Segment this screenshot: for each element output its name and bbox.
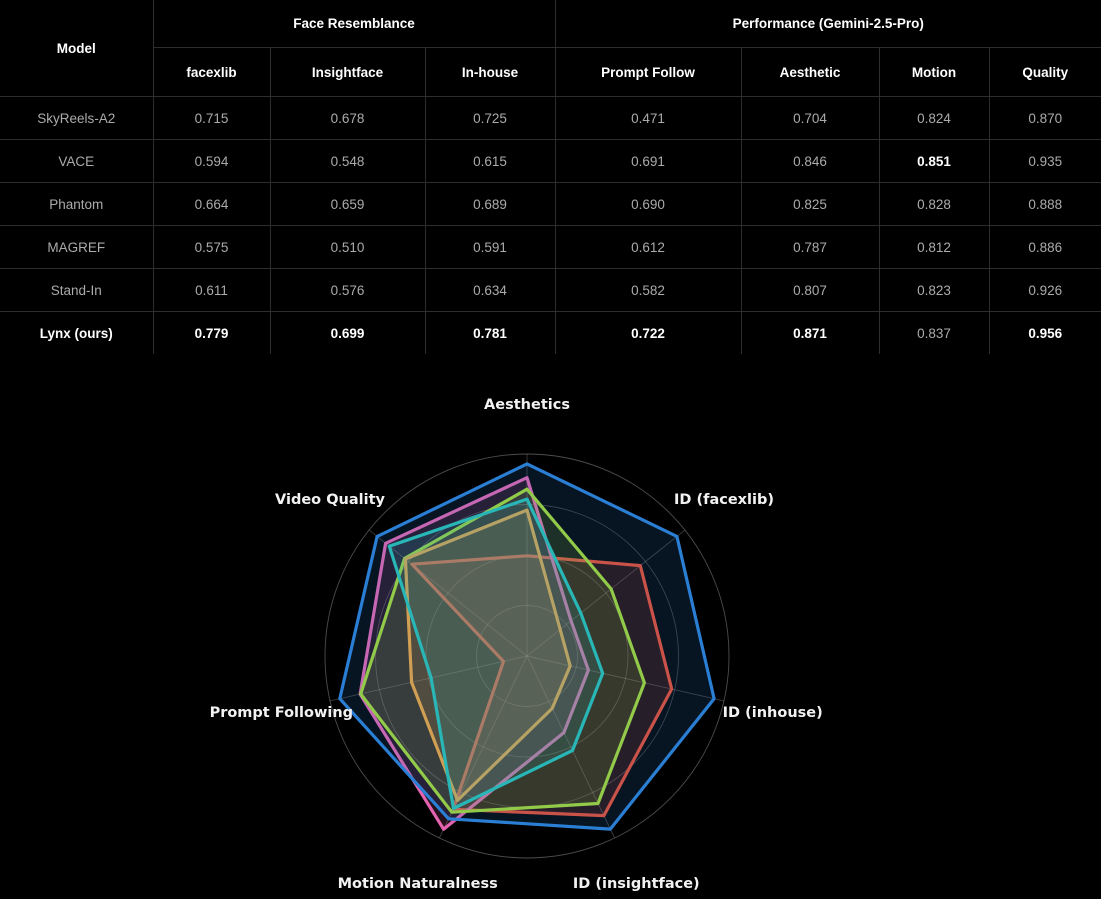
cell-value: 0.823 xyxy=(879,269,989,312)
radar-axis-label: Prompt Following xyxy=(209,705,354,722)
cell-value: 0.691 xyxy=(555,140,741,183)
table-group-header-row xyxy=(0,0,1101,48)
cell-value: 0.824 xyxy=(879,97,989,140)
column-header-facexlib: facexlib xyxy=(153,48,270,97)
cell-value-best: 0.722 xyxy=(555,312,741,355)
cell-value: 0.591 xyxy=(425,226,555,269)
cell-value: 0.787 xyxy=(741,226,879,269)
cell-value: 0.825 xyxy=(741,183,879,226)
cell-value: 0.812 xyxy=(879,226,989,269)
cell-value: 0.594 xyxy=(153,140,270,183)
cell-value: 0.935 xyxy=(989,140,1101,183)
cell-value: 0.612 xyxy=(555,226,741,269)
cell-value: 0.886 xyxy=(989,226,1101,269)
cell-value: 0.725 xyxy=(425,97,555,140)
cell-value: 0.664 xyxy=(153,183,270,226)
group-header-performance: Performance (Gemini-2.5-Pro) xyxy=(555,0,1101,48)
model-name: Stand-In xyxy=(0,269,153,312)
cell-value: 0.828 xyxy=(879,183,989,226)
table-row-skyreels-a2 xyxy=(0,97,1101,140)
cell-value: 0.510 xyxy=(270,226,425,269)
cell-value: 0.837 xyxy=(879,312,989,355)
table-subheader-row xyxy=(0,48,1101,97)
cell-value: 0.690 xyxy=(555,183,741,226)
cell-value: 0.926 xyxy=(989,269,1101,312)
radar-axis-label: ID (insightface) xyxy=(572,876,700,892)
cell-value-best: 0.779 xyxy=(153,312,270,355)
cell-value: 0.576 xyxy=(270,269,425,312)
cell-value-best: 0.851 xyxy=(879,140,989,183)
radar-series-lynx-ours xyxy=(340,464,714,829)
model-name: Phantom xyxy=(0,183,153,226)
model-name: VACE xyxy=(0,140,153,183)
table-row-lynx-ours xyxy=(0,312,1101,355)
cell-value: 0.611 xyxy=(153,269,270,312)
cell-value: 0.870 xyxy=(989,97,1101,140)
column-header-aesthetic: Aesthetic xyxy=(741,48,879,97)
cell-value: 0.678 xyxy=(270,97,425,140)
radar-axis-label: Video Quality xyxy=(275,491,385,508)
cell-value: 0.888 xyxy=(989,183,1101,226)
cell-value-best: 0.699 xyxy=(270,312,425,355)
group-header-face-resemblance: Face Resemblance xyxy=(153,0,555,48)
table-row-stand-in xyxy=(0,269,1101,312)
column-header-motion: Motion xyxy=(879,48,989,97)
table-row-magref xyxy=(0,226,1101,269)
column-header-insightface: Insightface xyxy=(270,48,425,97)
table-row-phantom xyxy=(0,183,1101,226)
column-header-quality: Quality xyxy=(989,48,1101,97)
radar-axis-label: ID (facexlib) xyxy=(674,491,774,508)
model-name: Lynx (ours) xyxy=(0,312,153,355)
radar-axis-label: ID (inhouse) xyxy=(722,705,823,722)
cell-value: 0.689 xyxy=(425,183,555,226)
cell-value: 0.704 xyxy=(741,97,879,140)
cell-value: 0.634 xyxy=(425,269,555,312)
radar-chart-area xyxy=(0,354,1101,897)
cell-value: 0.846 xyxy=(741,140,879,183)
radar-chart xyxy=(0,354,1101,897)
cell-value: 0.615 xyxy=(425,140,555,183)
radar-axis-label: Aesthetics xyxy=(484,397,570,413)
cell-value: 0.471 xyxy=(555,97,741,140)
cell-value: 0.715 xyxy=(153,97,270,140)
model-name: MAGREF xyxy=(0,226,153,269)
model-column-header: Model xyxy=(0,0,153,97)
cell-value-best: 0.956 xyxy=(989,312,1101,355)
benchmark-table xyxy=(0,0,1101,354)
column-header-inhouse: In-house xyxy=(425,48,555,97)
cell-value: 0.548 xyxy=(270,140,425,183)
radar-axis-label: Motion Naturalness xyxy=(337,876,498,892)
column-header-prompt-follow: Prompt Follow xyxy=(555,48,741,97)
cell-value: 0.659 xyxy=(270,183,425,226)
cell-value: 0.807 xyxy=(741,269,879,312)
model-name: SkyReels-A2 xyxy=(0,97,153,140)
table-row-vace xyxy=(0,140,1101,183)
cell-value: 0.582 xyxy=(555,269,741,312)
cell-value-best: 0.871 xyxy=(741,312,879,355)
cell-value: 0.575 xyxy=(153,226,270,269)
cell-value-best: 0.781 xyxy=(425,312,555,355)
